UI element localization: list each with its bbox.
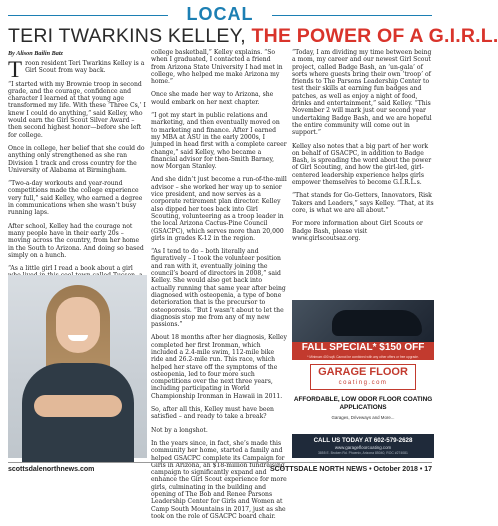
headline-name: TERI TWARKINS KELLEY, — [8, 25, 246, 47]
header-rule-right — [272, 15, 432, 16]
ad-logo-main: GARAGE FLOOR — [318, 366, 408, 378]
paragraph: “As I tend to do – both literally and figuratively – I took the volunteer position and ran with it, eventually joining the council’s board of directors in 2008,” said Kelley. She would also get back into actually running that same year after being diagnosed with osteopenia, a type of bone deterioration that is the precursor to osteoporosis. “But I wasn’t about to let the diagnosis stop me from any of my new passions.” — [151, 248, 286, 329]
footer-publication-info: SCOTTSDALE NORTH NEWS • October 2018 • 17 — [269, 466, 432, 473]
footer-website[interactable]: scottsdalenorthnews.com — [8, 466, 95, 473]
ad-sale-fineprint: * Minimum 400 sqft. Cannot be combined with any other offers or free upgrade. — [307, 355, 419, 359]
ad-call-to-action[interactable]: CALL US TODAY AT 602-579-2628 — [313, 437, 413, 444]
ad-address: 3855 E. Broken Rd. Phoenix, Arizona 85040, ROC #274081 — [318, 451, 408, 455]
paragraph: Once she made her way to Arizona, she would embark on her next chapter. — [151, 91, 274, 106]
paragraph: “As a little girl I read a book about a girl — [8, 265, 133, 273]
paragraph: About 18 months after her diagnosis, Kelley completed her first Ironman, which included a 2.4-mile swim, 112-mile bike ride and 26.2-mile run. This race, which helped her stave off the symptoms of the osteopenia, led to four more such competitions over the next three years, including participating in World Championship Ironman in Hawaii in 2011. — [151, 334, 287, 400]
article-column-3 — [292, 49, 434, 248]
paragraph: For more information about Girl Scouts or Badge Bash, please visit www.girlscoutsaz.org. — [292, 220, 423, 242]
photo-smile — [68, 335, 88, 341]
ad-body — [292, 360, 434, 434]
paragraph: “I got my start in public relations and marketing, and then eventually moved on to marketing and finance. After I earned my MBA at ASU in the early 2000s, I jumped in head first with a complete career change,” said Kelley, who became a financial advisor for then-Smith Barney, now Morgan Stanley. — [151, 112, 287, 171]
car-silhouette — [332, 310, 422, 336]
ad-subline: Garages, Driveways and More... — [331, 415, 395, 420]
byline: By Alison Bailin Batz — [8, 50, 63, 57]
ad-sale-banner: FALL SPECIAL* $150 OFF — [292, 342, 434, 360]
paragraph: “I started with my Brownie troop in second grade, and the courage, confidence and character I learned at that young age transformed my life. With these ‘Three Cs,’ I knew I could do anything,” said Kelley, who would earn the Girl Scout Silver Award – then second highest honor—before she left for college. — [8, 80, 146, 139]
drop-cap: T — [8, 57, 23, 82]
ad-logo-sub: coating.com — [338, 380, 388, 386]
article-column-2 — [151, 49, 287, 526]
paragraph: And she didn’t just become a run-of-the-mill advisor – she worked her way up to senior vice president, and now serves as a corporate retirement plan director. Kelley also dipped her toes back into Girl Scouting, volunteering as a troop leader in the local Arizona Cactus-Pine Council (GSACPC), which serves more than 20,000 girls in grades K-12 in the region. — [151, 176, 287, 242]
article-column-1 — [8, 57, 146, 300]
photo-crossed-arms — [34, 395, 122, 417]
paragraph: Kelley also notes that a big part of her work on behalf of GSACPC, in addition to Badge Bash, is spreading the word about the power of Girl Scouting, and how the girl-led, girl-centered leadership experience helps girls empower themselves to become G.I.R.L.s. — [292, 142, 432, 187]
garage-floor-ad[interactable] — [292, 300, 434, 458]
paragraph: So, after all this, Kelley must have been satisfied – and ready to take a break? — [151, 406, 274, 421]
article-headline — [8, 25, 498, 48]
paragraph: “Two-a-day workouts and year-round competitions made the college experience very full,” said Kelley, who earned a degree in communications when she wasn’t busy running laps. — [8, 180, 143, 217]
ad-logo — [310, 364, 416, 390]
ad-headline: AFFORDABLE, LOW ODOR FLOOR COATING APPLICATIONS — [293, 396, 433, 411]
section-label: LOCAL — [186, 4, 254, 24]
paragraph: After school, Kelley had the courage not many people have in their early 20s – moving across the country, from her home in the South to Arizona. And doing so based simply on a hunch. — [8, 222, 144, 259]
paragraph: “Today, I am dividing my time between being a mom, my career and our newest Girl Scout project, called Badge Bash, an ‘un-gala’ of sorts where guests bring their own ‘troop’ of friends to The Parsons Leadership Center to test their skills at earning fun badges and patches, as well as enjoy a night of food, drinks and entertainment,” said Kelley. “This November 2 will mark just our second year undertaking Badge Bash, and we are hopeful the entire community will come out in support.” — [292, 49, 432, 137]
paragraph: Once in college, her belief that she could do anything only strengthened as she ran Division 1 track and cross country for the University of Alabama at Birmingham. — [8, 144, 145, 174]
paragraph: college basketball,” Kelley explains. “So when I graduated, I contacted a friend from Arizona State University I had met in college, who helped me make Arizona my home.” — [151, 49, 283, 86]
section-header — [8, 4, 432, 24]
ad-url[interactable]: www.garagefloorcoating.com — [334, 445, 392, 450]
page-footer — [8, 462, 432, 476]
paragraph-text: roon resident Teri Twarkins Kelley is a Girl Scout from way back. — [25, 60, 145, 75]
photo-face — [56, 297, 100, 353]
paragraph: In the years since, in fact, she’s made this community her home, started a family and helped GSACPC complete its Campaign for Girls in Arizona, an $18-million fundraising campaign to significantly expand and enhance the Girl Scout experience for more girls, culminating in the building and opening of The Bob and Renee Parsons Leadership Center for Girls and Women at Camp South Mountains in 2017, just as she took on the role of GSACPC board chair. — [151, 439, 287, 520]
paragraph: “That stands for Go-Getters, Innovators, Risk Takers and Leaders,” says Kelley. “That, at its core, is what we are all about.” — [292, 192, 434, 214]
portrait-photo — [8, 275, 147, 458]
paragraph: Not by a longshot. — [151, 426, 208, 434]
headline-accent: THE POWER OF A G.I.R.L. — [251, 25, 498, 47]
paragraph — [8, 57, 146, 82]
ad-car-image — [292, 300, 434, 342]
